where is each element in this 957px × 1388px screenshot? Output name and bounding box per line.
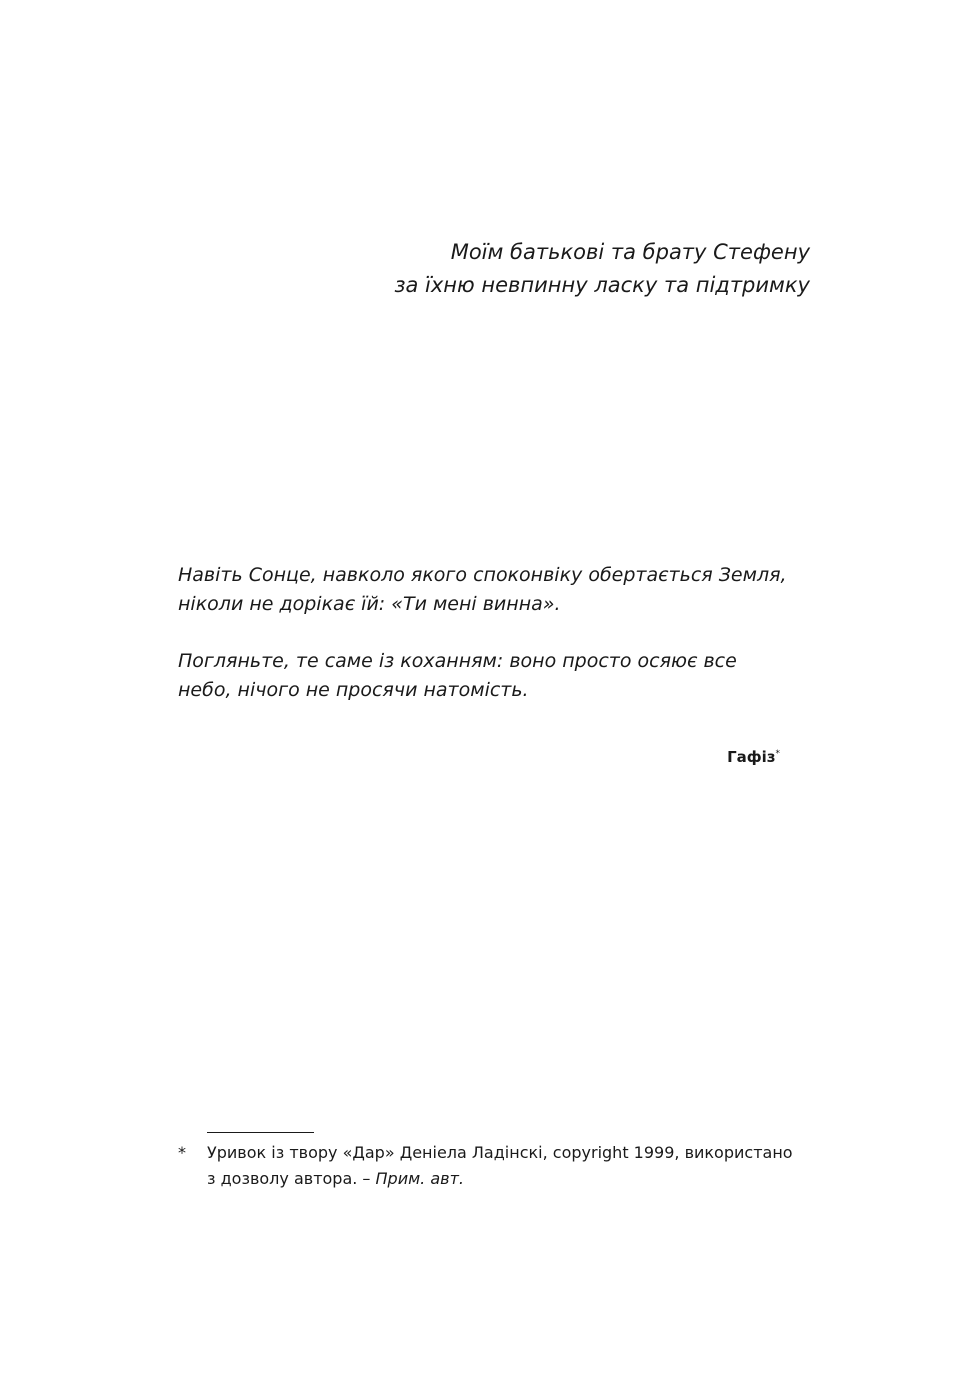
epigraph-p1-line-2: ніколи не дорікає їй: «Ти мені винна». [178, 593, 561, 615]
footnote-line-2 [207, 1166, 810, 1192]
epigraph-author [690, 746, 780, 768]
footnote-divider [207, 1132, 314, 1133]
dedication-line-1: Моїм батькові та брату Стефену [450, 240, 810, 264]
epigraph-p2-line-1: Погляньте, те саме із коханням: воно просто осяює все [178, 650, 737, 672]
epigraph-p1-line-1: Навіть Сонце, навколо якого споконвіку обертається Земля, [178, 564, 787, 586]
dedication-line-2: за їхню невпинну ласку та підтримку [394, 273, 810, 297]
footnote-marker: * [178, 1143, 186, 1162]
footnote-line-2-text: з дозволу автора. – [207, 1169, 376, 1188]
epigraph-paragraph-2 [178, 647, 818, 705]
footnote-body [207, 1140, 810, 1192]
footnote-note-label: Прим. авт. [375, 1169, 464, 1188]
author-footnote-marker: * [775, 749, 780, 759]
footnote-line-1: Уривок із твору «Дар» Деніела Ладінскі, copyright 1999, використано [207, 1143, 793, 1162]
epigraph-p2-line-2: небо, нічого не просячи натомість. [178, 679, 529, 701]
epigraph [178, 561, 818, 733]
author-name: Гафіз [727, 748, 776, 766]
dedication [290, 236, 810, 302]
epigraph-paragraph-1 [178, 561, 818, 619]
